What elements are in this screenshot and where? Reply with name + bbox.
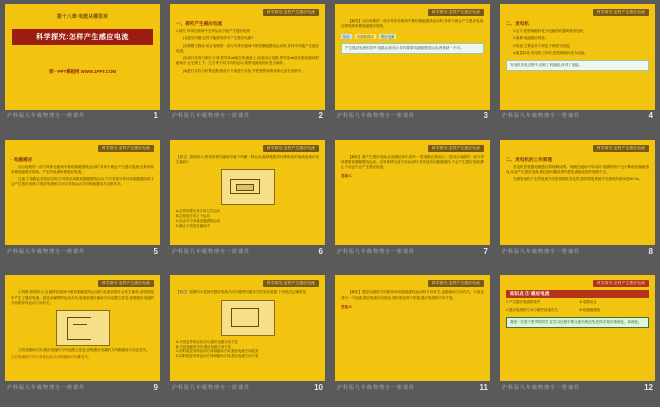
slide-number: 12 bbox=[644, 382, 653, 392]
slide-caption bbox=[5, 381, 160, 393]
paragraph: (4)进行实验与收集证据:按设计方案进行实验,并把观察到的现象记录在表格中。 bbox=[183, 68, 305, 73]
slide-header: 科学探究:怎样产生感应电流 bbox=[263, 9, 319, 16]
tip-box bbox=[506, 317, 649, 328]
slide-12[interactable] bbox=[500, 275, 655, 381]
paragraph: 1.定义:把机械能转化为电能的机器叫做发电机。 bbox=[513, 29, 587, 33]
section-title: · 电磁感应 bbox=[11, 156, 33, 162]
slide-caption bbox=[170, 381, 325, 393]
cover-footer: 第一PPT模板网 WWW.1PPT.COM bbox=[48, 69, 117, 74]
slide-8[interactable] bbox=[500, 140, 655, 246]
paragraph: 闭合电路的一部分导体在磁场中做切割磁感线运动时,导体中就会产生感应电流,这种现象叫做电磁感应现象。产生的电流叫做感应电流。 bbox=[11, 164, 154, 174]
slide-caption bbox=[5, 245, 160, 257]
slide-caption bbox=[335, 245, 490, 257]
slide-4[interactable] bbox=[500, 4, 655, 110]
answer-text: 答案:C bbox=[341, 174, 352, 179]
slide-number: 6 bbox=[318, 246, 323, 256]
option-list bbox=[176, 209, 319, 229]
option-item[interactable]: D.静止不动放在磁场中 bbox=[176, 223, 210, 228]
right-label: B.切割磁感线 bbox=[579, 307, 601, 312]
answer-text: 答案:D bbox=[341, 304, 352, 309]
slide-header: 科学探究:怎样产生感应电流 bbox=[593, 9, 649, 16]
two-column bbox=[506, 300, 649, 315]
paragraph: 4.能量转化:发电机工作时,把机械能转化为电能。 bbox=[513, 50, 588, 55]
option-item[interactable]: B.只改变磁场方向,感应电流方向不变 bbox=[176, 344, 232, 349]
slide-number: 10 bbox=[314, 382, 323, 392]
caption-source: 沪科版九年级物理全一册课件 bbox=[337, 384, 416, 391]
caption-source: 沪科版九年级物理全一册课件 bbox=[172, 113, 251, 120]
slide-number: 11 bbox=[479, 382, 488, 392]
caption-source: 沪科版九年级物理全一册课件 bbox=[502, 248, 581, 255]
slide-2[interactable] bbox=[170, 4, 325, 110]
slide-caption bbox=[170, 110, 325, 122]
slide-cell[interactable] bbox=[495, 271, 660, 407]
paragraph: 【解答】闭合电路的一部分导体在磁场中做切割磁感线运动时,导体中就会产生感应电流,这种现象叫做电磁感应现象。 bbox=[341, 19, 484, 29]
note-box bbox=[341, 43, 484, 54]
slide-10[interactable] bbox=[170, 275, 325, 381]
chapter-title: 第十八章 电能从哪里来 bbox=[56, 14, 109, 20]
paragraph: 注意:①电路必须是闭合的;②导体必须做切割磁感线运动;③只有部分导体切割磁感线时才会产生感应电流;④感应电流的方向与导体运动方向和磁感线方向都有关。 bbox=[11, 177, 154, 187]
slide-header: 科学探究:怎样产生感应电流 bbox=[428, 145, 484, 152]
paragraph: (2)猜想与假设:闭合电路的一部分导体在磁场中做切割磁感线运动时,导体中可能产生感应电流。 bbox=[176, 43, 319, 53]
caption-source: 沪科版九年级物理全一册课件 bbox=[172, 384, 251, 391]
note-text: 产生感应电流的条件:电路必须闭合;导体要做切割磁感线运动,两者缺一不可。 bbox=[345, 45, 464, 50]
slide-caption bbox=[500, 110, 655, 122]
slide-header: 科学探究:怎样产生感应电流 bbox=[98, 280, 154, 287]
slide-cell[interactable] bbox=[330, 0, 495, 136]
footer-note: ②应电流的方向与导体运动方向和磁场方向都有关。 bbox=[11, 355, 92, 360]
slide-caption bbox=[500, 245, 655, 257]
option-list bbox=[176, 340, 319, 360]
slide-header: 科学探究:怎样产生感应电流 bbox=[593, 145, 649, 152]
example-tag: 【例2】 bbox=[176, 290, 189, 295]
option-item[interactable]: B.沿竖直方向上下运动 bbox=[176, 214, 210, 219]
blank-label: 切割磁感线 bbox=[356, 34, 374, 39]
experiment-figure bbox=[221, 300, 275, 336]
slide-cell[interactable] bbox=[165, 0, 330, 136]
slide-7[interactable] bbox=[335, 140, 490, 246]
slide-cell[interactable] bbox=[330, 271, 495, 407]
slide-caption bbox=[335, 381, 490, 393]
slide-header: 科学探究:怎样产生感应电流 bbox=[428, 280, 484, 287]
caption-source: 沪科版九年级物理全一册课件 bbox=[172, 248, 251, 255]
slide-number: 8 bbox=[648, 246, 653, 256]
slide-header: 科学探究:怎样产生感应电流 bbox=[428, 9, 484, 16]
paragraph: 2.原理:电磁感应现象。 bbox=[513, 36, 549, 41]
slide-number: 1 bbox=[153, 111, 158, 121]
slide-6[interactable] bbox=[170, 140, 325, 246]
blank-label: 闭合 bbox=[343, 34, 350, 39]
note-box bbox=[506, 60, 649, 71]
paragraph: 【解析】感应电流的方向跟导体切割磁感线运动的方向有关,也跟磁场方向有关。只改变其中一个因素,感应电流方向改变;同时改变两个因素,感应电流的方向不变。 bbox=[341, 290, 484, 300]
circuit-figure bbox=[221, 169, 275, 205]
slide-cell[interactable] bbox=[0, 136, 165, 272]
paragraph: ①判断:如图所示,金属棒在磁场中做切割磁感线运动时,电流表指针会发生偏转,说明电路中产生了感应电流。改变金属棒的运动方向,电流表指针偏转方向也随之改变,说明感应电流的方向跟导体运动方向有关。 bbox=[11, 290, 154, 305]
slide-header: 科学探究:怎样产生感应电流 bbox=[98, 145, 154, 152]
caption-source: 沪科版九年级物理全一册课件 bbox=[7, 113, 86, 120]
caption-source: 沪科版九年级物理全一册课件 bbox=[7, 248, 86, 255]
paragraph: 2.感应电流的方向与哪些因素有关 bbox=[506, 307, 558, 312]
right-column bbox=[580, 300, 650, 315]
slide-cell[interactable] bbox=[495, 0, 660, 136]
slide-caption bbox=[5, 110, 160, 122]
note-text: 发电机发电过程中,消耗了机械能,获得了电能。 bbox=[510, 63, 582, 67]
caption-source: 沪科版九年级物理全一册课件 bbox=[502, 113, 581, 120]
paragraph: 3.构造:主要由转子和定子两部分组成。 bbox=[513, 43, 573, 48]
caption-source: 沪科版九年级物理全一册课件 bbox=[337, 113, 416, 120]
paragraph: 交流发电机产生的电流方向是周期性变化的,我国供电系统中交流电的频率是50 Hz。 bbox=[513, 177, 643, 182]
slide-cell[interactable] bbox=[0, 0, 165, 136]
option-item[interactable]: C.沿水平方向垂直磁感线运动 bbox=[176, 219, 221, 224]
slide-header: 科学探究:怎样产生感应电流 bbox=[593, 280, 649, 287]
slide-header: 科学探究:怎样产生感应电流 bbox=[263, 280, 319, 287]
left-column bbox=[506, 300, 576, 315]
slide-5[interactable] bbox=[5, 140, 160, 246]
slide-number: 4 bbox=[648, 111, 653, 121]
paragraph: 【解析】要产生感应电流,必须满足两个条件:一是电路必须闭合;二是闭合电路的一部分导体要做切割磁感线运动。沿导体棒自身方向运动时,导体没有切割磁感线,不会产生感应电流;静止不动也不会产生感应电流。 bbox=[341, 154, 484, 170]
option-item[interactable]: A.只改变导体运动方向,感应电流方向不变 bbox=[176, 339, 238, 344]
slide-1[interactable] bbox=[5, 4, 160, 110]
section-title: 二、发电机 bbox=[506, 21, 529, 26]
paragraph: ②改变磁场方向,感应电流的方向也随之改变,说明感应电流的方向跟磁场方向也有关。 bbox=[18, 348, 150, 353]
slide-number: 7 bbox=[483, 246, 488, 256]
paragraph: 1.产生感应电流的条件 bbox=[506, 300, 541, 305]
slide-caption bbox=[500, 381, 655, 393]
knowledge-title: 知识点 ③ 感应电流 bbox=[506, 290, 649, 298]
slide-11[interactable] bbox=[335, 275, 490, 381]
slide-cell[interactable] bbox=[495, 136, 660, 272]
right-label: A.电路闭合 bbox=[579, 300, 597, 305]
slide-number: 2 bbox=[318, 111, 323, 121]
slide-caption bbox=[335, 110, 490, 122]
section-title: 二、发电机的工作原理 bbox=[506, 156, 552, 162]
example-lead bbox=[176, 290, 319, 295]
section-title: 一、探究产生感应电流 bbox=[176, 21, 222, 26]
paragraph: 发电机是根据电磁感应原理制成的。线圈在磁场中转动时,线圈的两个边不断地切割磁感线,从而产生感应电流,通过换向器或滑环把电流输送到外电路中去。 bbox=[506, 164, 649, 174]
slide-9[interactable] bbox=[5, 275, 160, 381]
example-text: 如图所示是探究感应电流方向与哪些因素有关的实验装置,下列说法正确的是 bbox=[189, 290, 306, 295]
paragraph: (1)提出问题:怎样才能使导体中产生感应电流? bbox=[183, 36, 254, 41]
caption-source: 沪科版九年级物理全一册课件 bbox=[502, 384, 581, 391]
slide-3[interactable] bbox=[335, 4, 490, 110]
magnet-figure bbox=[56, 310, 110, 346]
blank-label: 感应电流 bbox=[380, 34, 395, 39]
slide-cell[interactable] bbox=[165, 271, 330, 407]
option-item[interactable]: A.沿导体棒自身方向左右运动 bbox=[176, 209, 220, 214]
slide-number: 5 bbox=[153, 246, 158, 256]
slide-number: 9 bbox=[153, 382, 158, 392]
slide-number: 3 bbox=[483, 111, 488, 121]
slide-header: 科学探究:怎样产生感应电流 bbox=[263, 145, 319, 152]
tip-text: 我是一位善于思考的同学,在学习过程中要注意归纳总结,把所学知识系统化、条理化。 bbox=[510, 319, 642, 324]
slide-cell[interactable] bbox=[330, 136, 495, 272]
example-tag: 【例1】 bbox=[176, 154, 189, 159]
paragraph: (3)设计实验与制订计划:把导体ab接在电流表上,组成闭合电路,将导体ab放在蹄形磁体的磁场中,让它做上下、左右等不同方向的运动,观察电流表指针是否偏转。 bbox=[176, 56, 319, 66]
caption-source: 沪科版九年级物理全一册课件 bbox=[337, 248, 416, 255]
example-text: 如图所示,使导体棒在磁场中做下列哪一种运动,能够使跟导体棒相连的电流表指针发生偏转? bbox=[176, 154, 319, 164]
cover-title: 科学探究:怎样产生感应电流 bbox=[12, 29, 153, 45]
slide-cell[interactable] bbox=[0, 271, 165, 407]
slide-caption bbox=[170, 245, 325, 257]
paragraph: 1.探究:导体在磁场中怎样运动才能产生感应电流 bbox=[176, 29, 250, 33]
option-item[interactable]: D.同时改变导体运动方向和磁场方向,感应电流方向不变 bbox=[176, 354, 259, 359]
slide-cell[interactable] bbox=[165, 136, 330, 272]
example-lead bbox=[176, 155, 319, 166]
option-item[interactable]: C.同时改变导体运动方向和磁场方向,感应电流方向改变 bbox=[176, 349, 259, 354]
caption-source: 沪科版九年级物理全一册课件 bbox=[7, 384, 86, 391]
